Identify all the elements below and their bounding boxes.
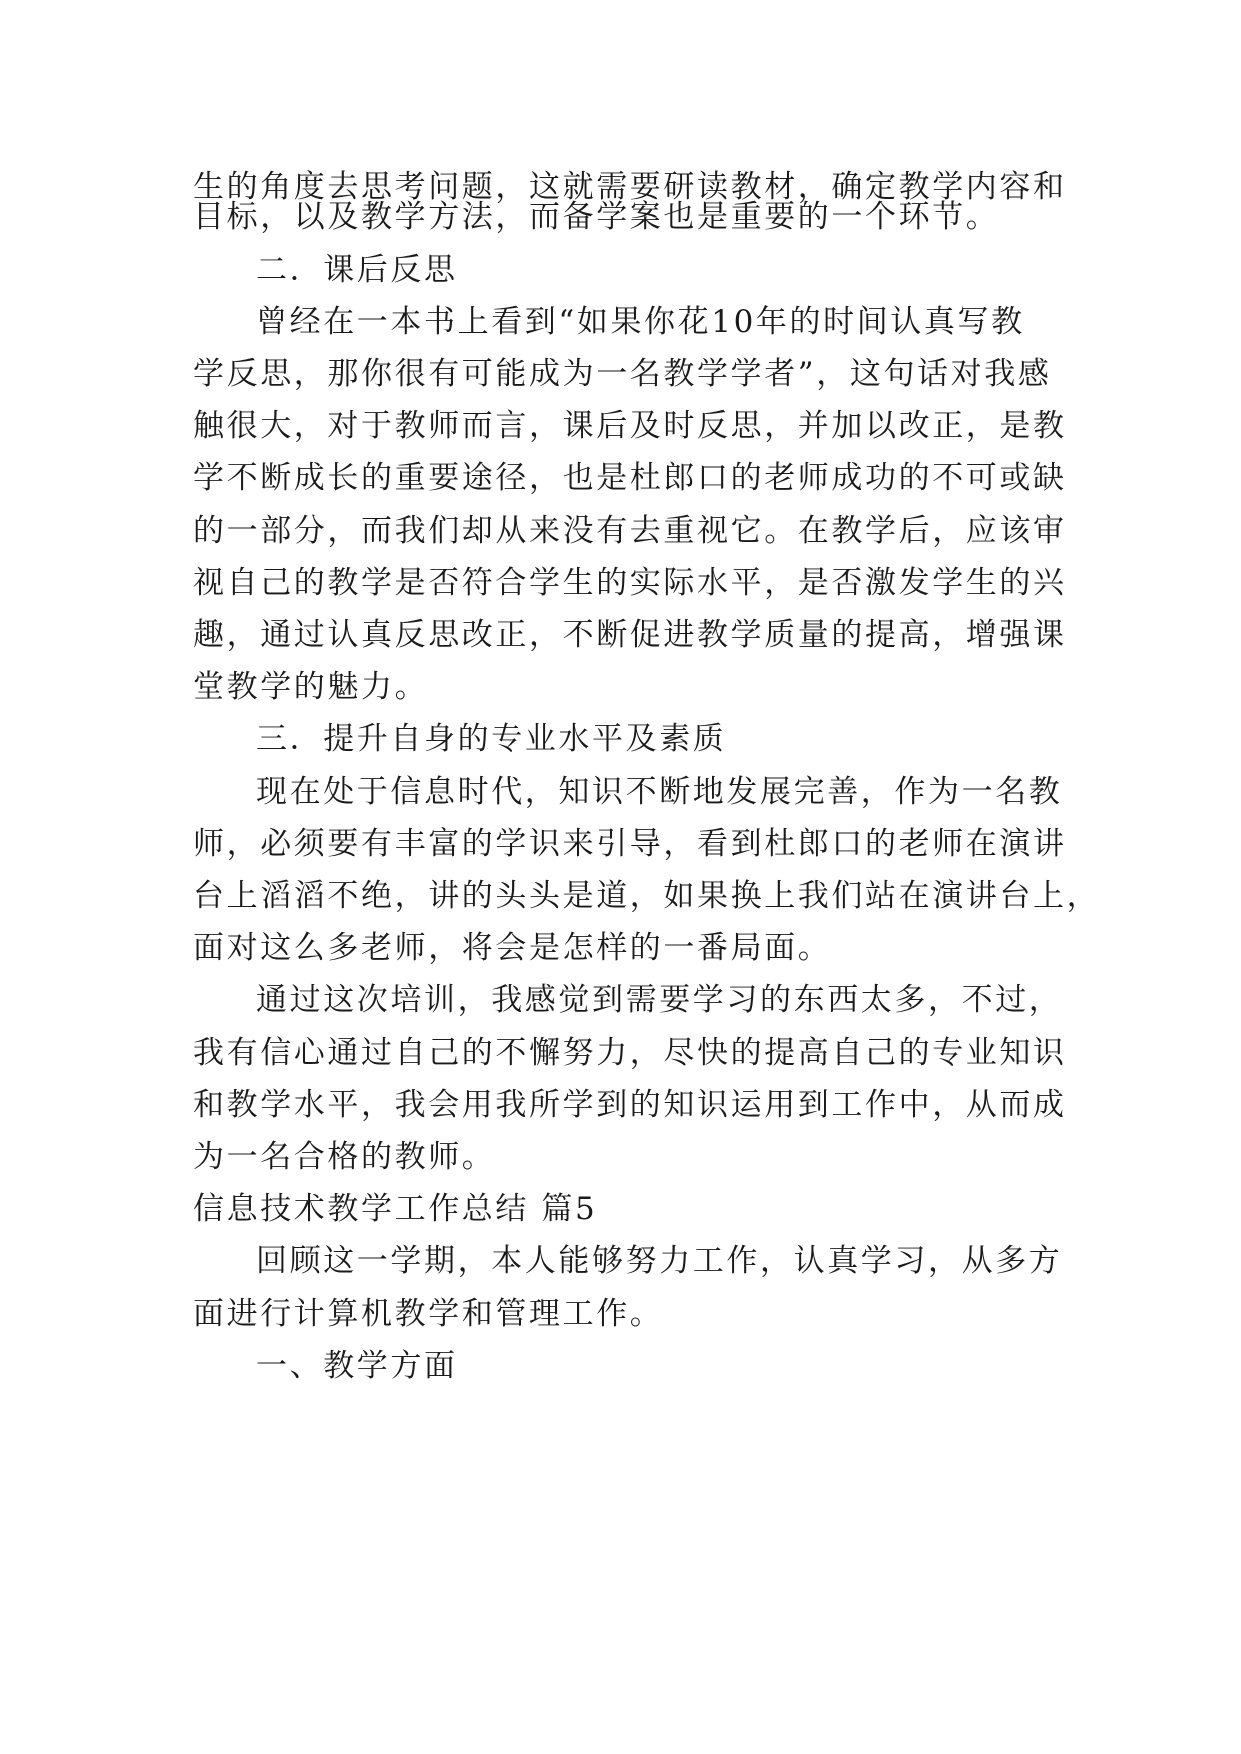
text-line: 趣，通过认真反思改正，不断促进教学质量的提高，增强课	[193, 617, 1067, 653]
text-line: 通过这次培训，我感觉到需要学习的东西太多，不过，	[256, 982, 1063, 1018]
text-line: 台上滔滔不绝，讲的头头是道，如果换上我们站在演讲台上，	[193, 878, 1101, 914]
text-line: 触很大，对于教师而言，课后及时反思，并加以改正，是教	[193, 408, 1067, 444]
text-line: 回顾这一学期，本人能够努力工作，认真学习，从多方	[256, 1243, 1063, 1279]
section-heading: 一、教学方面	[256, 1348, 458, 1384]
text-line: 视自己的教学是否符合学生的实际水平，是否激发学生的兴	[193, 565, 1067, 601]
text-line: 我有信心通过自己的不懈努力，尽快的提高自己的专业知识	[193, 1035, 1067, 1071]
text-line: 为一名合格的教师。	[193, 1139, 496, 1175]
text-line: 的一部分，而我们却从来没有去重视它。在教学后，应该审	[193, 513, 1067, 549]
text-line: 面进行计算机教学和管理工作。	[193, 1296, 664, 1332]
text-line: 学不断成长的重要途径，也是杜郎口的老师成功的不可或缺	[193, 460, 1067, 496]
text-line: 生的角度去思考问题，这就需要研读教材，确定教学内容和	[193, 169, 1067, 205]
section-heading: 三．提升自身的专业水平及素质	[256, 721, 727, 757]
text-line: 目标，以及教学方法，而备学案也是重要的一个环节。	[193, 199, 1000, 235]
text-line: 和教学水平，我会用我所学到的知识运用到工作中，从而成	[193, 1087, 1067, 1123]
section-heading: 二．课后反思	[256, 252, 458, 288]
text-line: 曾经在一本书上看到“如果你花10年的时间认真写教	[256, 304, 1025, 340]
text-line: 堂教学的魅力。	[193, 669, 429, 705]
text-line: 师，必须要有丰富的学识来引导，看到杜郎口的老师在演讲	[193, 826, 1067, 862]
text-line: 面对这么多老师，将会是怎样的一番局面。	[193, 930, 832, 966]
article-title: 信息技术教学工作总结 篇5	[193, 1191, 598, 1227]
text-line: 学反思，那你很有可能成为一名教学学者”，这句话对我感	[193, 356, 1052, 392]
text-line: 现在处于信息时代，知识不断地发展完善，作为一名教	[256, 774, 1063, 810]
